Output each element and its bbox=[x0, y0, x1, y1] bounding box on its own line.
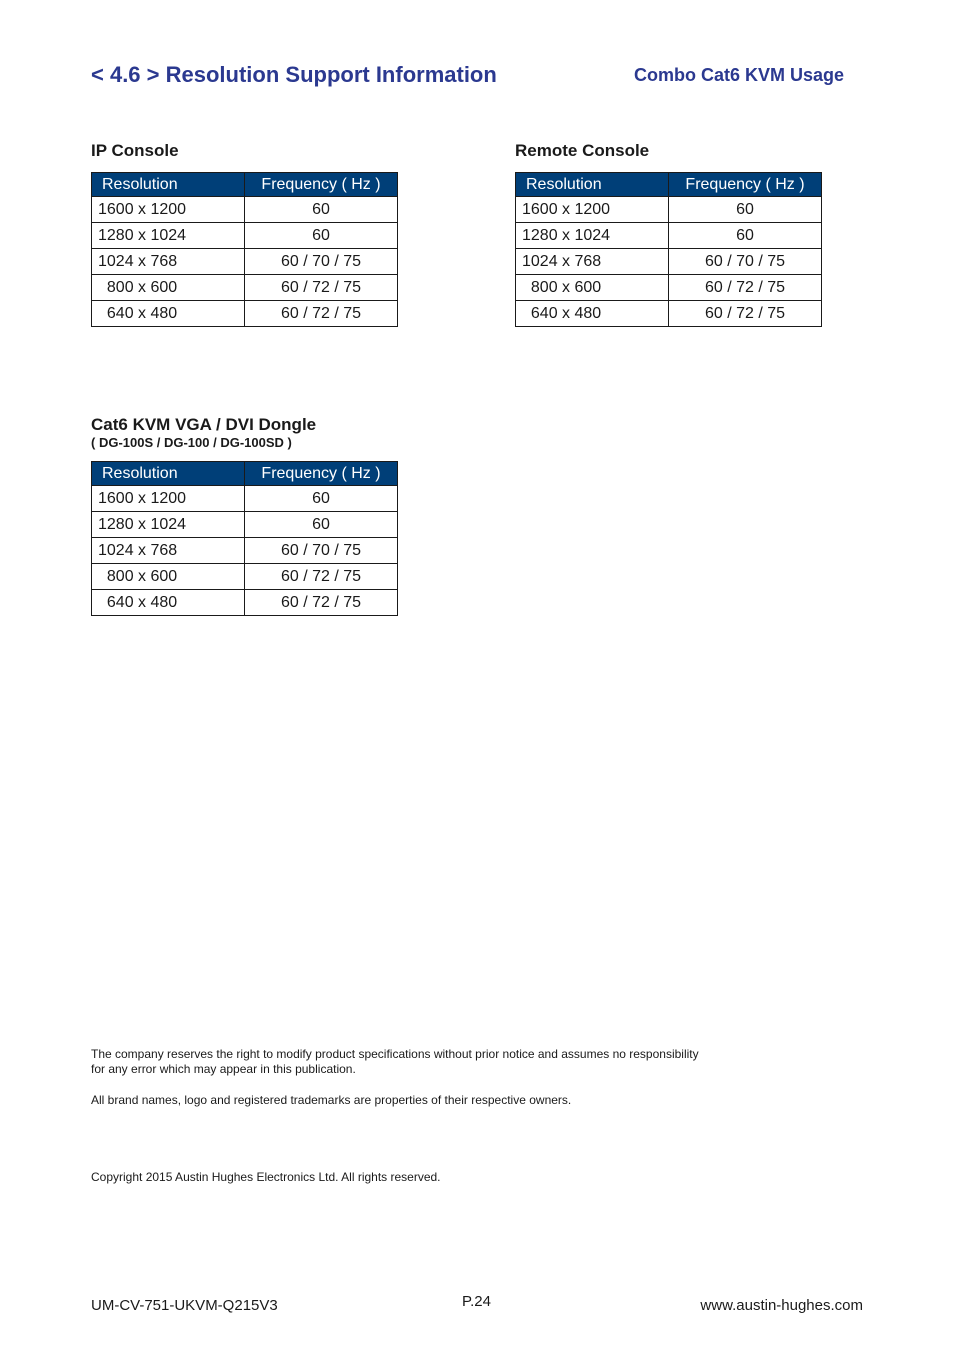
table-row bbox=[92, 486, 398, 512]
resolution-cell: 640 x 480 bbox=[516, 301, 669, 327]
disclaimer-line-1: The company reserves the right to modify product specifications without prior notice and assumes no responsibility bbox=[91, 1047, 699, 1061]
frequency-cell: 60 / 72 / 75 bbox=[669, 301, 822, 327]
table-row bbox=[92, 538, 398, 564]
table-row bbox=[92, 564, 398, 590]
frequency-cell: 60 bbox=[245, 512, 398, 538]
table-header-row bbox=[516, 173, 822, 197]
column-header-frequency: Frequency ( Hz ) bbox=[245, 173, 398, 197]
frequency-cell: 60 / 72 / 75 bbox=[245, 590, 398, 616]
table-row bbox=[516, 197, 822, 223]
column-header-resolution: Resolution bbox=[92, 173, 245, 197]
table-row bbox=[92, 512, 398, 538]
table-row bbox=[92, 590, 398, 616]
frequency-cell: 60 bbox=[669, 223, 822, 249]
page-title: < 4.6 > Resolution Support Information bbox=[91, 62, 497, 87]
table-row bbox=[92, 197, 398, 223]
frequency-cell: 60 bbox=[245, 223, 398, 249]
table-header-row bbox=[92, 173, 398, 197]
remote-console-title: Remote Console bbox=[515, 141, 650, 160]
ip-console-title: IP Console bbox=[91, 141, 179, 160]
resolution-cell: 640 x 480 bbox=[92, 301, 245, 327]
table-row bbox=[516, 301, 822, 327]
resolution-cell: 1280 x 1024 bbox=[516, 223, 669, 249]
frequency-cell: 60 / 72 / 75 bbox=[669, 275, 822, 301]
dongle-subtitle: ( DG-100S / DG-100 / DG-100SD ) bbox=[91, 435, 292, 450]
frequency-cell: 60 / 70 / 75 bbox=[245, 249, 398, 275]
resolution-cell: 800 x 600 bbox=[516, 275, 669, 301]
trademark-notice: All brand names, logo and registered trademarks are properties of their respective owners. bbox=[91, 1093, 572, 1107]
table-row bbox=[516, 249, 822, 275]
column-header-resolution: Resolution bbox=[92, 462, 245, 486]
disclaimer-line-2: for any error which may appear in this publication. bbox=[91, 1062, 356, 1076]
frequency-cell: 60 / 72 / 75 bbox=[245, 275, 398, 301]
dongle-title: Cat6 KVM VGA / DVI Dongle bbox=[91, 415, 317, 434]
frequency-cell: 60 bbox=[245, 197, 398, 223]
section-header-label: Combo Cat6 KVM Usage bbox=[634, 65, 845, 85]
frequency-cell: 60 / 72 / 75 bbox=[245, 564, 398, 590]
copyright-notice: Copyright 2015 Austin Hughes Electronics Ltd. All rights reserved. bbox=[91, 1170, 441, 1184]
table-row bbox=[516, 223, 822, 249]
resolution-cell: 800 x 600 bbox=[92, 275, 245, 301]
frequency-cell: 60 / 72 / 75 bbox=[245, 301, 398, 327]
resolution-cell: 1024 x 768 bbox=[92, 249, 245, 275]
resolution-cell: 1600 x 1200 bbox=[516, 197, 669, 223]
resolution-cell: 800 x 600 bbox=[92, 564, 245, 590]
column-header-frequency: Frequency ( Hz ) bbox=[669, 173, 822, 197]
table-row bbox=[92, 301, 398, 327]
resolution-cell: 1280 x 1024 bbox=[92, 512, 245, 538]
resolution-cell: 1024 x 768 bbox=[516, 249, 669, 275]
table-row bbox=[92, 249, 398, 275]
resolution-cell: 640 x 480 bbox=[92, 590, 245, 616]
frequency-cell: 60 bbox=[669, 197, 822, 223]
resolution-cell: 1600 x 1200 bbox=[92, 486, 245, 512]
website-link[interactable]: www.austin-hughes.com bbox=[700, 1297, 863, 1314]
page-number: P.24 bbox=[462, 1293, 491, 1310]
frequency-cell: 60 bbox=[245, 486, 398, 512]
ip-console-table bbox=[91, 172, 398, 327]
resolution-cell: 1600 x 1200 bbox=[92, 197, 245, 223]
resolution-cell: 1024 x 768 bbox=[92, 538, 245, 564]
document-code: UM-CV-751-UKVM-Q215V3 bbox=[91, 1297, 278, 1314]
table-row bbox=[92, 275, 398, 301]
column-header-resolution: Resolution bbox=[516, 173, 669, 197]
remote-console-table bbox=[515, 172, 822, 327]
table-header-row bbox=[92, 462, 398, 486]
frequency-cell: 60 / 70 / 75 bbox=[245, 538, 398, 564]
frequency-cell: 60 / 70 / 75 bbox=[669, 249, 822, 275]
resolution-cell: 1280 x 1024 bbox=[92, 223, 245, 249]
column-header-frequency: Frequency ( Hz ) bbox=[245, 462, 398, 486]
table-row bbox=[92, 223, 398, 249]
dongle-table bbox=[91, 461, 398, 616]
table-row bbox=[516, 275, 822, 301]
